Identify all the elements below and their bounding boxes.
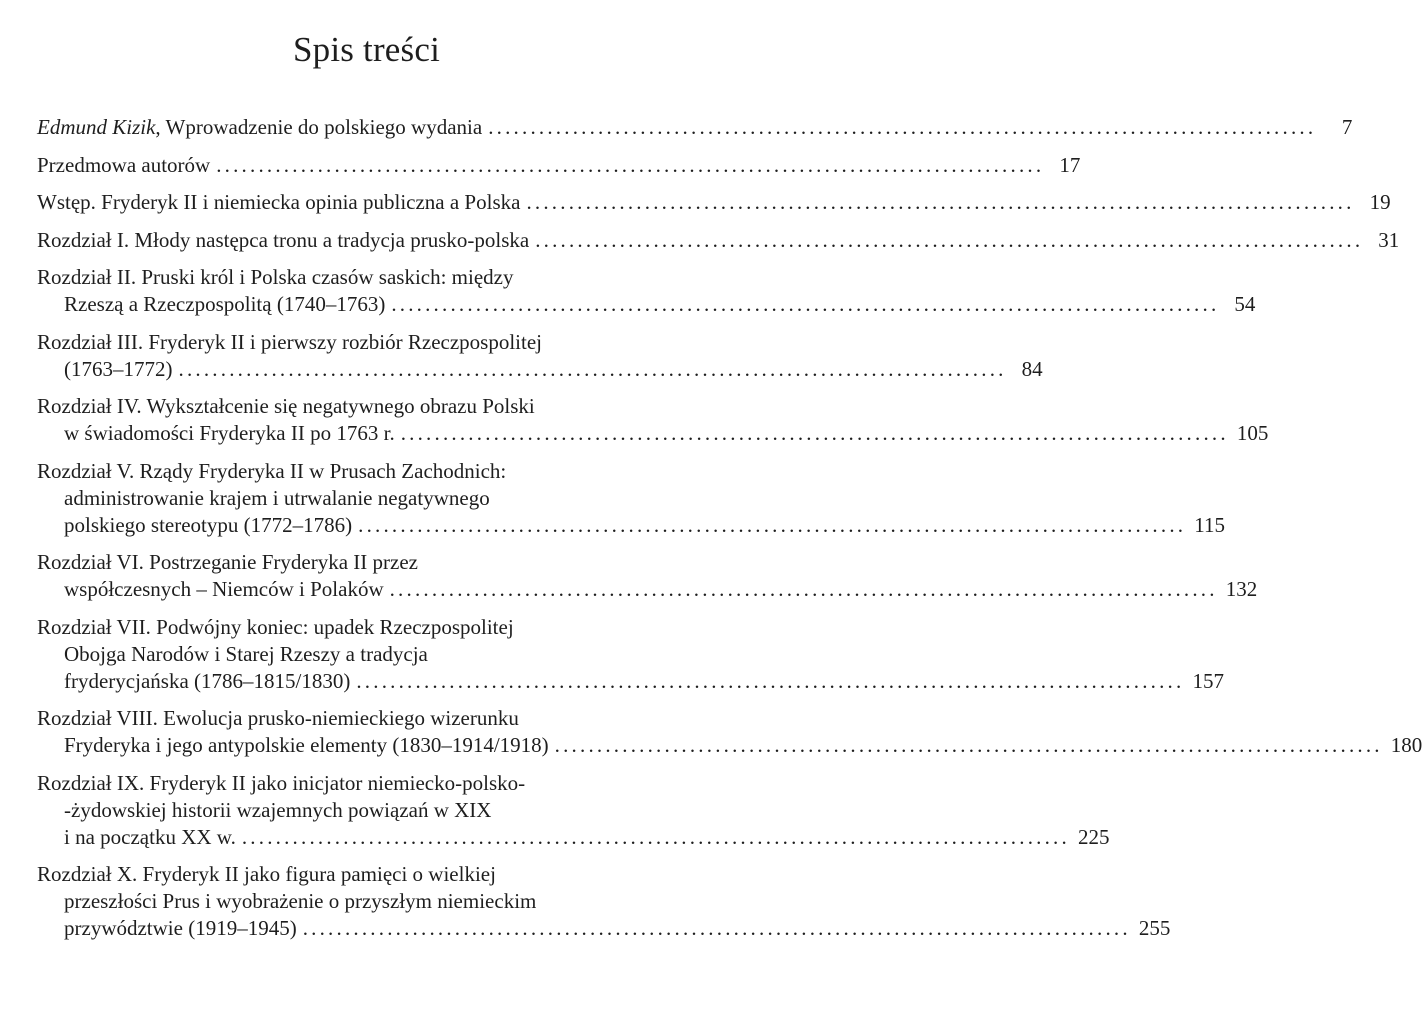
toc-entry[interactable] — [37, 189, 1391, 216]
toc-entry-title-cont: Obojga Narodów i Starej Rzeszy a tradycja — [64, 641, 428, 666]
page-number: 132 — [1225, 577, 1258, 601]
toc-line — [37, 668, 1224, 695]
toc-line — [37, 264, 651, 291]
toc-entry-title: Rozdział VII. Podwójny koniec: upadek Rzeczpospolitej — [37, 614, 514, 639]
page-number: 84 — [1021, 356, 1043, 381]
dot-leader: .................................................................................................. — [216, 152, 1045, 177]
toc-line — [37, 420, 1269, 447]
toc-line — [37, 915, 1171, 942]
toc-line — [37, 797, 651, 824]
toc-entry-title: Rozdział IX. Fryderyk II jako inicjator niemiecko-polsko- — [37, 770, 526, 795]
page-number: 255 — [1138, 916, 1171, 940]
page-number: 31 — [1378, 227, 1400, 252]
toc-line — [37, 549, 651, 576]
toc-entry[interactable] — [37, 114, 1353, 141]
toc-entry-title: Rozdział V. Rządy Fryderyka II w Prusach Zachodnich: — [37, 458, 507, 483]
toc-entry-title: Przedmowa autorów — [37, 152, 211, 177]
toc-line — [37, 888, 651, 915]
dot-leader: .................................................................................................. — [358, 512, 1187, 537]
toc-entry-title-cont: w świadomości Fryderyka II po 1763 r. — [64, 421, 395, 445]
toc-entry-title-cont: Fryderyka i jego antypolskie elementy (1830–1914/1918) — [64, 733, 549, 757]
toc-entry-title-cont: polskiego stereotypu (1772–1786) — [64, 512, 353, 537]
toc-entry[interactable] — [37, 329, 1043, 383]
toc-entry[interactable] — [37, 152, 1081, 179]
toc-entry[interactable] — [37, 549, 1258, 603]
dot-leader: .................................................................................................. — [178, 356, 1007, 381]
toc-line — [37, 189, 1391, 216]
dot-leader: .................................................................................................. — [356, 668, 1185, 693]
toc-line — [37, 576, 1258, 603]
toc-line — [37, 458, 651, 485]
toc-entry-title-cont: przeszłości Prus i wyobrażenie o przyszłym niemieckim — [64, 889, 537, 913]
page-title: Spis treści — [292, 30, 441, 69]
dot-leader: .................................................................................................. — [400, 421, 1229, 445]
toc-entry[interactable] — [37, 705, 1422, 759]
toc-entry[interactable] — [37, 770, 1110, 851]
page-number: 19 — [1369, 190, 1391, 214]
dot-leader: .................................................................................................. — [302, 916, 1131, 940]
toc-entry-title-cont: (1763–1772) — [64, 356, 173, 381]
toc-line — [37, 705, 651, 732]
toc-entry-title: Rozdział IV. Wykształcenie się negatywnego obrazu Polski — [37, 394, 535, 418]
toc-line — [37, 641, 651, 668]
toc-entry[interactable] — [37, 458, 1225, 539]
toc-entry-title-cont: Rzeszą a Rzeczpospolitą (1740–1763) — [64, 292, 386, 316]
toc-entry-title-cont: -żydowskiej historii wzajemnych powiązań w XIX — [64, 797, 492, 822]
toc-entry-text — [37, 114, 482, 141]
toc-entry-title-cont: przywództwie (1919–1945) — [64, 916, 297, 940]
toc-entry-title-cont: i na początku XX w. — [64, 824, 236, 849]
toc-entry-title: Rozdział III. Fryderyk II i pierwszy rozbiór Rzeczpospolitej — [37, 329, 542, 354]
toc-entry-title: Rozdział VIII. Ewolucja prusko-niemieckiego wizerunku — [37, 706, 519, 730]
toc-line — [37, 152, 1081, 179]
toc-entry[interactable] — [37, 614, 1224, 695]
toc-line — [37, 732, 1422, 759]
toc-line — [37, 824, 1110, 851]
toc-line — [37, 485, 651, 512]
page-number: 225 — [1077, 824, 1110, 849]
toc-entry-title: , Wprowadzenie do polskiego wydania — [155, 115, 483, 139]
toc-entry[interactable] — [37, 264, 1256, 318]
toc-line — [37, 114, 1353, 141]
table-of-contents — [37, 114, 1422, 953]
toc-entry-title: Rozdział X. Fryderyk II jako figura pamięci o wielkiej — [37, 862, 496, 886]
toc-line — [37, 393, 651, 420]
toc-entry-author: Edmund Kizik — [37, 115, 156, 139]
dot-leader: .................................................................................................. — [535, 227, 1364, 252]
dot-leader: .................................................................................................. — [391, 292, 1220, 316]
page-number: 105 — [1236, 421, 1269, 445]
toc-entry-title: Rozdział I. Młody następca tronu a tradycja prusko-polska — [37, 227, 530, 252]
toc-entry-title-cont: współczesnych – Niemców i Polaków — [64, 577, 384, 601]
toc-line — [37, 770, 651, 797]
toc-entry-title-cont: fryderycjańska (1786–1815/1830) — [64, 668, 351, 693]
page-number: 54 — [1234, 292, 1256, 316]
toc-entry-title-cont: administrowanie krajem i utrwalanie negatywnego — [64, 485, 490, 510]
page-number: 115 — [1194, 512, 1225, 537]
toc-line — [37, 227, 1400, 254]
toc-entry[interactable] — [37, 227, 1400, 254]
toc-line — [37, 512, 1225, 539]
toc-entry-title: Wstęp. Fryderyk II i niemiecka opinia publiczna a Polska — [37, 190, 521, 214]
toc-entry-title: Rozdział II. Pruski król i Polska czasów saskich: między — [37, 265, 514, 289]
dot-leader: .................................................................................................. — [488, 115, 1317, 139]
toc-line — [37, 861, 651, 888]
dot-leader: .................................................................................................. — [526, 190, 1355, 214]
dot-leader: .................................................................................................. — [241, 824, 1070, 849]
page-number: 180 — [1390, 733, 1422, 757]
page-number: 7 — [1341, 115, 1353, 139]
toc-entry[interactable] — [37, 861, 1171, 942]
toc-line — [37, 356, 1043, 383]
toc-line — [37, 329, 651, 356]
toc-line — [37, 291, 1256, 318]
toc-entry[interactable] — [37, 393, 1269, 447]
page-number: 17 — [1059, 152, 1081, 177]
dot-leader: .................................................................................................. — [389, 577, 1218, 601]
dot-leader: .................................................................................................. — [554, 733, 1383, 757]
toc-line — [37, 614, 651, 641]
toc-entry-title: Rozdział VI. Postrzeganie Fryderyka II przez — [37, 550, 418, 574]
page-number: 157 — [1192, 668, 1224, 693]
